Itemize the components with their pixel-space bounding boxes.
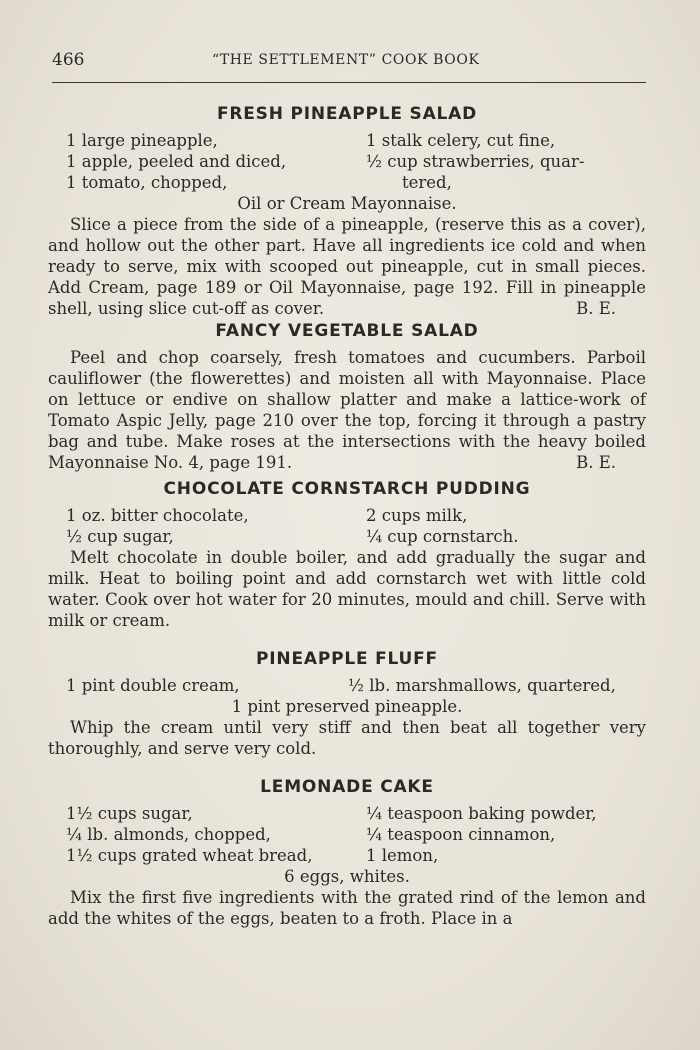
ingredient: 1 tomato, chopped,: [66, 173, 228, 192]
recipe-title: PINEAPPLE FLUFF: [256, 649, 438, 669]
ingredient: tered,: [402, 173, 452, 192]
ingredient: 1 apple, peeled and diced,: [66, 152, 287, 171]
recipe-directions: Whip the cream until very stiff and then beat all together very thoroughly, and serve very cold.: [48, 718, 646, 758]
ingredient: 1½ cups grated wheat bread,: [66, 846, 313, 865]
recipe-title: FRESH PINEAPPLE SALAD: [216, 104, 478, 124]
ingredient: 1 pint double cream,: [66, 676, 240, 695]
ingredient-list: [48, 505, 646, 547]
recipe-directions: Melt chocolate in double boiler, and add gradually the sugar and milk. Heat to boiling point and add cornstarch wet with little cold water. Cook over hot water for 20 minutes, mould and chill. Serve with milk or cream.: [48, 548, 646, 630]
ingredient: ½ cup sugar,: [66, 527, 174, 546]
ingredient: ¼ teaspoon baking powder,: [366, 804, 597, 823]
recipe-directions: Slice a piece from the side of a pineapple, (reserve this as a cover), and hollow out the other part. Have all ingredients ice cold and when ready to serve, mix with scooped out pineapple, cut in small pieces. Add Cream, page 189 or Oil Mayonnaise, page 192. Fill in pineapple shell, using slice cut-off as cover.: [48, 215, 646, 318]
header-rule: [52, 82, 646, 83]
recipe-title: CHOCOLATE CORNSTARCH PUDDING: [163, 479, 531, 499]
ingredient: 2 cups milk,: [366, 506, 468, 525]
page-number: 466: [52, 50, 85, 70]
recipe-signature: B. E.: [576, 453, 616, 472]
page-header: [0, 50, 700, 74]
ingredient: ½ lb. marshmallows, quartered,: [348, 676, 616, 695]
running-head: “THE SETTLEMENT” COOK BOOK: [212, 52, 480, 68]
ingredient: ¼ lb. almonds, chopped,: [66, 825, 271, 844]
ingredient-centered: 1 pint preserved pineapple.: [231, 697, 463, 716]
ingredient-list: [48, 130, 646, 193]
ingredient: ½ cup strawberries, quar-: [366, 152, 585, 171]
ingredient-list: [48, 803, 646, 866]
page-content: [48, 104, 646, 929]
ingredient: ¼ cup cornstarch.: [366, 527, 519, 546]
recipe-title: FANCY VEGETABLE SALAD: [215, 321, 479, 341]
ingredient: 1 large pineapple,: [66, 131, 218, 150]
recipe-signature: B. E.: [576, 299, 616, 318]
ingredient: 1½ cups sugar,: [66, 804, 193, 823]
ingredient: 1 oz. bitter chocolate,: [66, 506, 249, 525]
ingredient-list: [48, 675, 646, 696]
ingredient-centered: 6 eggs, whites.: [284, 867, 410, 886]
ingredient: ¼ teaspoon cinnamon,: [366, 825, 556, 844]
ingredient-centered: Oil or Cream Mayonnaise.: [237, 194, 457, 213]
recipe-directions: Peel and chop coarsely, fresh tomatoes and cucumbers. Parboil cauliflower (the flowerettes) and moisten all with Mayonnaise. Place on lettuce or endive on shallow platter and make a lattice-work of Tomato Aspic Jelly, page 210 over the top, forcing it through a pastry bag and tube. Make roses at the intersections with the heavy boiled Mayonnaise No. 4, page 191.: [48, 348, 646, 472]
recipe-directions: Mix the first five ingredients with the grated rind of the lemon and add the whites of the eggs, beaten to a froth. Place in a: [48, 888, 646, 928]
recipe-title: LEMONADE CAKE: [260, 777, 434, 797]
ingredient: 1 stalk celery, cut fine,: [366, 131, 556, 150]
ingredient: 1 lemon,: [366, 846, 439, 865]
